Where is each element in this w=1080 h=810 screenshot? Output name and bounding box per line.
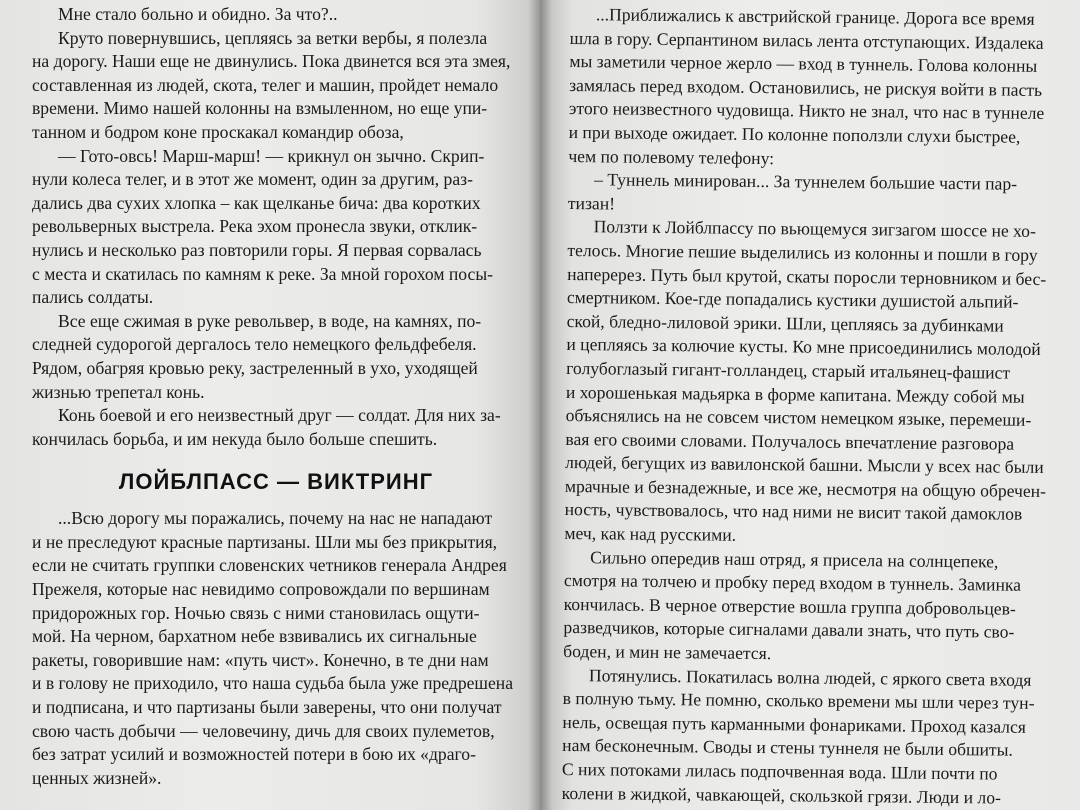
text-line: ...Всю дорогу мы поражались, почему на нас не нападают — [58, 508, 493, 529]
text-line: без затрат усилий и возможностей потери в бою их «драго- — [32, 744, 476, 765]
text-line: кончилась. В черное отверстие вошла группа добровольцев- — [563, 593, 1016, 619]
text-line: тизан! — [567, 192, 616, 214]
text-line: пались солдаты. — [32, 287, 154, 308]
text-line: нулись и несколько раз повторили горы. Я первая сорвалась — [32, 239, 482, 260]
text-line: — Гото-овсь! Марш-марш! — крикнул он зычно. Скрип- — [58, 145, 485, 166]
text-line: Рядом, обагряя кровью реку, застреленный в ухо, уходящей — [32, 357, 478, 378]
text-line: с места и скатилась по камням к реке. За мной горохом посы- — [32, 263, 494, 284]
text-line: Прежеля, которые нас невидимо сопровождали по вершинам — [32, 579, 490, 600]
text-line: Сильно опередив наш отряд, я присела на солнцепеке, — [590, 546, 999, 572]
text-line: вая его своими словами. Получалось впечатление разговора — [565, 428, 1015, 454]
text-line: смертником. Кое-где попадались кустики душистой альпий- — [566, 287, 1019, 312]
text-line: колени в жидкой, чавкающей, скользкой грязи. Люди и ло- — [561, 782, 1002, 808]
text-line: танном и бодром коне проскакал командир обоза, — [32, 121, 404, 142]
text-line: мой. На черном, бархатном небе взвивались их сигнальные — [32, 626, 477, 647]
text-line: С них потоками лилась подпочвенная вода. Шли почти по — [561, 758, 998, 784]
text-line: смотря на толчею и пробку перед входом в туннель. Заминка — [563, 570, 1022, 596]
text-line: Мне стало больно и обидно. За что?.. — [58, 4, 338, 24]
text-line: разведчиков, которые сигналами давали знать, что путь сво- — [563, 617, 1015, 643]
text-line: голубоглазый гигант-голландец, старый итальянец-фашист — [566, 357, 1011, 383]
text-line: мрачные и безнадежные, и все же, несмотря на общую обречен- — [564, 475, 1047, 501]
paragraph — [564, 215, 1069, 551]
paragraph — [568, 168, 1070, 220]
text-line: мы заметили черное жерло — вход в туннель. Голова колонны — [569, 51, 1038, 77]
paragraph — [32, 27, 520, 145]
text-line: шла в гору. Серпантином вилась лента отступающих. Издалека — [569, 27, 1044, 53]
text-line: объяснялись на не совсем чистом немецком языке, перемеши- — [565, 405, 1032, 430]
text-line: ценных жизней». — [32, 767, 162, 788]
text-line: Конь боевой и его неизвестный друг — солдат. Для них за- — [58, 405, 501, 426]
text-line: свою часть добычи — человечину, дичь для своих пулеметов, — [32, 720, 495, 741]
left-text-before-heading — [32, 3, 520, 451]
text-line: этого неизвестного чудовища. Никто не знал, что нас в туннеле — [568, 98, 1045, 124]
text-line: и при выходе ожидает. По колонне поползли слухи быстрее, — [568, 121, 1021, 147]
text-line: на дорогу. Наши еще не двинулись. Пока двинется вся эта змея, — [32, 51, 511, 72]
text-line: и цепляясь за колючие кусты. Ко мне присоединились молодой — [566, 334, 1041, 360]
text-line: если не считать группки словенских четников генерала Андрея — [32, 555, 507, 576]
text-line: боден, и мин не замечается. — [563, 640, 772, 664]
text-line: составленная из людей, скота, телег и машин, пройдет немало — [32, 74, 499, 95]
text-line: револьверных выстрела. Река эхом пронесла звуки, отклик- — [32, 216, 478, 237]
text-line: в полную тьму. Не помню, сколько времени мы шли через тун- — [562, 688, 1035, 714]
text-line: нель, освещая путь карманными фонариками. Проход казался — [562, 711, 1027, 737]
text-line: замялась перед входом. Остановились, не рискуя войти в пасть — [569, 74, 1043, 100]
text-line: кончилась борьба, и им некуда было больше спешить. — [32, 428, 438, 449]
text-line: Круто повернувшись, цепляясь за ветки вербы, я полезла — [58, 27, 488, 48]
right-page — [540, 0, 1080, 810]
text-line: времени. Мимо нашей колонны на взмыленном, но еще упи- — [32, 98, 488, 119]
text-line: и не преследуют красные партизаны. Шли мы без прикрытия, — [32, 531, 498, 552]
paragraph — [563, 546, 1066, 669]
text-line: Все еще сжимая в руке револьвер, в воде, на камнях, по- — [58, 310, 482, 331]
text-line: и подписана, и что партизаны были заверены, что они получат — [32, 697, 502, 718]
text-line: и в голову не приходило, что наша судьба была уже предрешена — [32, 673, 514, 694]
text-line: придорожных гор. Ночью связь с ними становилась ощути- — [32, 602, 480, 623]
text-line: чем по полевому телефону: — [568, 145, 775, 168]
paragraph — [32, 507, 520, 790]
text-line: ракеты, говорившие нам: «путь чист». Конечно, в те дни нам — [32, 649, 489, 670]
text-line: наперерез. Путь был крутой, скаты поросли терновником и бес- — [567, 263, 1047, 289]
paragraph — [32, 310, 520, 404]
paragraph — [562, 664, 1065, 810]
text-line: дались два сухих хлопка – как щелканье бича: два коротких — [32, 192, 481, 213]
text-line: Потянулись. Покатилась волна людей, с яркого света входя — [588, 664, 1032, 690]
text-line: ...Приближались к австрийской границе. Дорога все время — [595, 4, 1035, 29]
right-text — [562, 3, 1072, 810]
text-line: нам бесконечным. Своды и стены туннеля не были обшиты. — [562, 735, 1014, 761]
paragraph — [32, 404, 520, 451]
text-line: меч, как над русскими. — [564, 523, 737, 545]
paragraph — [568, 3, 1072, 173]
text-line: Ползти к Лойблпассу по вьющемуся зигзагом шоссе не хо- — [593, 216, 1037, 242]
text-line: ской, бледно-лиловой эрики. Шли, цепляясь за дубинками — [566, 310, 1004, 336]
text-line: телось. Многие пешие выделились из колонны и пошли в гору — [567, 239, 1038, 265]
text-line: ность, чувствовалось, что над ними не висит такой дамоклов — [564, 499, 1023, 525]
paragraph — [32, 3, 520, 27]
chapter-heading: ЛОЙБЛПАСС — ВИКТРИНГ — [118, 469, 434, 495]
text-line: и хорошенькая мадьярка в форме капитана. Между собой мы — [565, 381, 1025, 407]
text-line: нули колеса телег, и в этот же момент, один за другим, раз- — [32, 169, 473, 190]
paragraph — [32, 145, 520, 310]
text-line: жизнью трепетал конь. — [32, 381, 205, 402]
text-line: – Туннель минирован... За туннелем большие части пар- — [594, 169, 1018, 194]
text-line: следней судорогой дергалось тело немецкого фельдфебеля. — [32, 334, 477, 355]
text-line: людей, бегущих из вавилонской башни. Мысли у всех нас были — [565, 452, 1044, 478]
left-text-after-heading — [32, 507, 520, 790]
